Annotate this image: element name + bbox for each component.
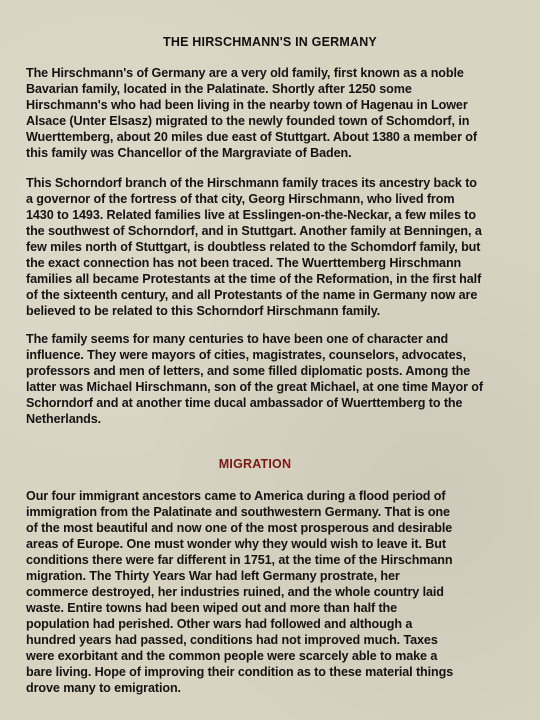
text-line: drove many to emigration. [26,681,181,695]
text-line: The family seems for many centuries to have been one of character and [26,332,449,346]
text-line: families all became Protestants at the time of the Reformation, in the first half [26,272,482,286]
text-line: this family was Chancellor of the Margraviate of Baden. [26,146,352,160]
text-line: the exact connection has not been traced. The Wuerttemberg Hirschmann [26,256,462,270]
text-line: Wuerttemberg, about 20 miles due east of Stuttgart. About 1380 a member of [26,130,477,144]
text-line: the southwest of Schorndorf, and in Stuttgart. Another family at Benningen, a [26,224,482,238]
text-line: This Schorndorf branch of the Hirschmann family traces its ancestry back to [26,176,477,190]
paragraph-character-influence [26,331,510,427]
text-line: migration. The Thirty Years War had left Germany prostrate, her [26,569,400,583]
text-line: few miles north of Stuttgart, is doubtless related to the Schomdorf family, but [26,240,481,254]
text-line: latter was Michael Hirschmann, son of the great Michael, at one time Mayor of [26,380,483,394]
text-line: believed to be related to this Schorndorf Hirschmann family. [26,304,381,318]
text-line: were exorbitant and the common people were scarcely able to make a [26,649,438,663]
text-line: influence. They were mayors of cities, magistrates, counselors, advocates, [26,348,466,362]
paragraph-migration [26,488,510,696]
text-line: Alsace (Unter Elsasz) migrated to the newly founded town of Schomdorf, in [26,114,470,128]
section-heading-migration: MIGRATION [218,457,292,471]
text-line: bare living. Hope of improving their condition as to these material things [26,665,454,679]
text-line: areas of Europe. One must wonder why they would wish to leave it. But [26,537,446,551]
text-line: Hirschmann's who had been living in the nearby town of Hagenau in Lower [26,98,468,112]
text-line: of the sixteenth century, and all Protestants of the name in Germany now are [26,288,478,302]
text-line: The Hirschmann's of Germany are a very old family, first known as a noble [26,66,464,80]
text-line: Bavarian family, located in the Palatinate. Shortly after 1250 some [26,82,412,96]
text-line: Schorndorf and at another time ducal ambassador of Wuerttemberg to the [26,396,463,410]
page-title: THE HIRSCHMANN'S IN GERMANY [163,35,377,49]
paragraph-schorndorf-branch [26,175,510,319]
text-line: a governor of the fortress of that city, Georg Hirschmann, who lived from [26,192,455,206]
text-line: 1430 to 1493. Related families live at Esslingen-on-the-Neckar, a few miles to [26,208,476,222]
text-line: Our four immigrant ancestors came to America during a flood period of [26,489,446,503]
text-line: waste. Entire towns had been wiped out and more than half the [26,601,398,615]
text-line: Netherlands. [26,412,102,426]
text-line: hundred years had passed, conditions had not improved much. Taxes [26,633,438,647]
text-line: of the most beautiful and now one of the most prosperous and desirable [26,521,453,535]
text-line: commerce destroyed, her industries ruined, and the whole country laid [26,585,444,599]
text-line: conditions there were far different in 1751, at the time of the Hirschmann [26,553,453,567]
text-line: professors and men of letters, and some filled diplomatic posts. Among the [26,364,471,378]
paragraph-origins [26,65,510,161]
text-line: population had perished. Other wars had followed and although a [26,617,413,631]
text-line: immigration from the Palatinate and southwestern Germany. That is one [26,505,450,519]
